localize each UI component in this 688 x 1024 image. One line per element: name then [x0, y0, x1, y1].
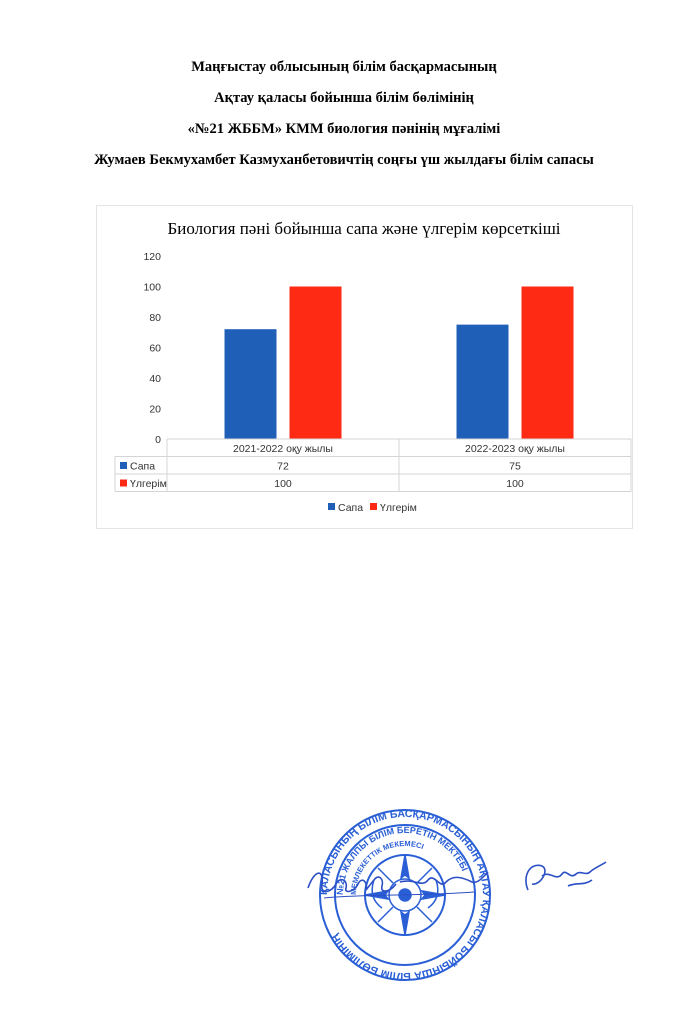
legend-label: Сапа: [338, 502, 364, 514]
document-header: [0, 52, 688, 176]
category-label: 2022-2023 оқу жылы: [465, 443, 565, 455]
header-line-4: Жумаев Бекмухамбет Казмуханбетовичтің соңғы үш жылдағы білім сапасы: [94, 152, 594, 168]
y-tick-label: 0: [155, 434, 161, 446]
bar-sapa: [225, 329, 277, 439]
data-table-value: 100: [506, 478, 524, 490]
legend-key: [370, 503, 377, 510]
signature-right: [520, 856, 610, 900]
header-line-3: «№21 ЖББМ» КММ биология пәнінің мұғалімі: [187, 121, 501, 137]
bar-ulgerim: [290, 287, 342, 440]
chart-title: Биология пәні бойынша сапа және үлгерім көрсеткіші: [167, 219, 561, 238]
y-tick-label: 100: [143, 281, 161, 294]
table-series-name: Үлгерім: [130, 478, 167, 490]
header-line-2: Ақтау қаласы бойынша білім бөлімінің: [214, 90, 474, 106]
y-tick-label: 20: [149, 403, 161, 416]
category-label: 2021-2022 оқу жылы: [233, 443, 333, 455]
table-legend-key: [120, 480, 127, 487]
table-series-name: Сапа: [130, 460, 156, 473]
bar-sapa: [457, 325, 509, 439]
bar-ulgerim: [522, 287, 574, 440]
y-tick-label: 120: [143, 251, 161, 263]
signature-left: [304, 862, 490, 902]
stamp-outer-text: ҚАЛАСЫНЫҢ БІЛІМ БАСҚАРМАСЫНЫҢ АҚТАУ ҚАЛАСЫ БОЙЫНША БІЛІМ БӨЛІМІНІҢ: [318, 808, 492, 982]
header-line-1: Маңғыстау облысының білім басқармасының: [191, 59, 497, 75]
stamp-inner-text: МЕМЛЕКЕТТІК МЕКЕМЕСІ: [348, 838, 426, 896]
data-table-value: 72: [277, 460, 289, 473]
stamp-middle-text: №21 ЖАЛПЫ БІЛІМ БЕРЕТІН МЕКТЕБІ: [334, 824, 470, 896]
data-table-value: 75: [509, 460, 521, 473]
bar-chart: [97, 206, 632, 528]
legend-label: Үлгерім: [380, 502, 417, 514]
y-tick-label: 40: [149, 373, 161, 385]
legend-key: [328, 503, 335, 510]
chart-area: [96, 205, 633, 529]
data-table-value: 100: [274, 478, 292, 490]
y-tick-label: 80: [149, 312, 161, 324]
table-legend-key: [120, 462, 127, 469]
y-tick-label: 60: [149, 342, 161, 355]
